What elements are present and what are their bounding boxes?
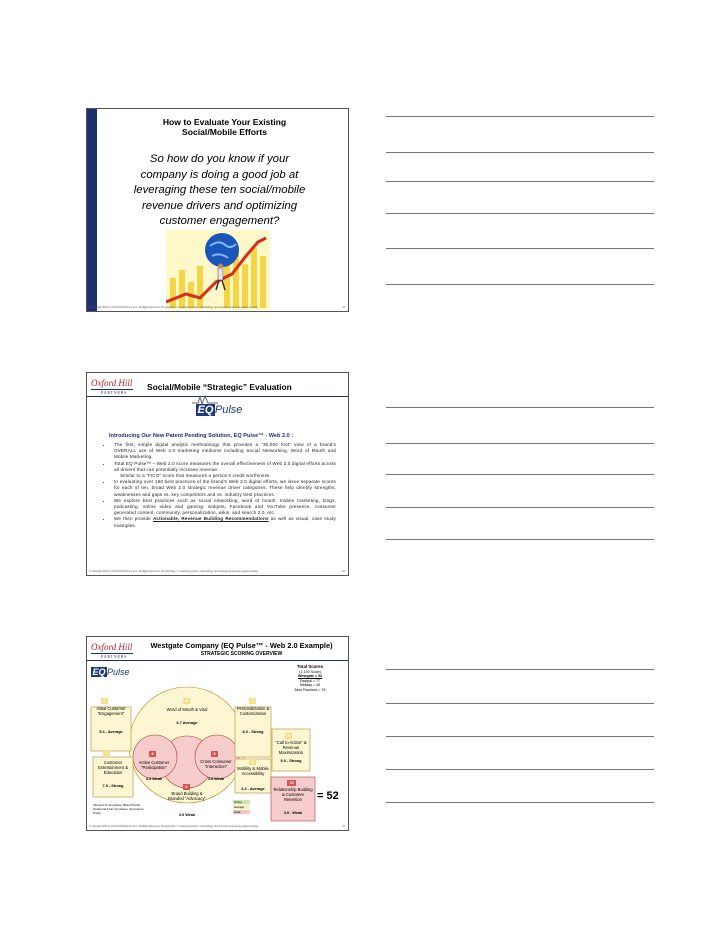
emphasis-text: Actionable, Revenue Building Recommendations [152, 516, 269, 522]
pulse-wordmark: Pulse [214, 404, 243, 416]
arrow-legend [93, 803, 149, 815]
legend-weak-chip: weak [233, 810, 250, 814]
pulse-wordmark: Pulse [107, 667, 130, 677]
copyright-text: © Copyright 2011 by Oxford Hill Partners LLC. All Rights Reserved. The EQ Pulse™ measuring system, methodology, and business process are patent pending. [89, 825, 259, 828]
scores-heading: Total Scores [296, 664, 324, 669]
slide-2 [86, 372, 349, 576]
driver-4-number: 4 [183, 698, 190, 704]
legend-inbound: Inbound To Anywhere (Brand Push) [93, 803, 141, 807]
bullet-text: In evaluating over 160 best practices of the brand’s Web 2.0 digital efforts, we issue separate scores for each of ten, broad Web 2.0 strategic revenue driver categories. These help identify strengths, weaknesses and gaps vs. key competitors and vs. industry best practices. [114, 479, 336, 497]
driver-1-score: 5.4 - Average [99, 730, 123, 734]
driver-7-label [235, 706, 271, 716]
scores-scale: (1-100 Scale) [299, 669, 321, 674]
bullet-text: We explore best practices such as social networking, word of mouth, mobile marketing, blogs, podcasting, online video and gaming, widgets, Facebook and YouTube presence, consumer generated content, community, personalization, wikis, and search 2.0, etc. [114, 497, 336, 516]
driver-3-label [133, 760, 175, 770]
driver-9-score: 9.0 - Strong [280, 759, 302, 763]
question-line: leveraging these ten social/mobile [133, 184, 306, 196]
sub-bullet-text: Similar to a “FICO” score that measures a person’s credit worthiness. [120, 473, 271, 479]
note-line [386, 474, 654, 475]
page-number: 42 [342, 570, 345, 573]
driver-5-label [193, 759, 239, 769]
bullet-list [104, 442, 336, 529]
driver-3-number: 3 [149, 751, 156, 757]
title-line: Social/Mobile Efforts [182, 127, 267, 137]
question-line: So how do you know if your [149, 153, 290, 165]
score-westgate: Westgate = 52 [297, 674, 322, 679]
list-item [112, 479, 336, 498]
note-line [386, 769, 654, 770]
note-line [386, 802, 654, 803]
copyright-text: © Copyright 2011 by Oxford Hill Partners LLC. All Rights Reserved. The EQ Pulse™ measuring system, methodology, and business process are patent pending. [89, 570, 259, 573]
question-line: revenue drivers and optimizing [141, 199, 298, 212]
pulse-wave-icon [192, 395, 218, 405]
logo-tagline: PARTNERS [91, 389, 133, 395]
bullet-text: The first, simple digital analytic methodology that provides a “30,000 foot” view of a brand’s OVERALL use of Web 2.0 marketing mediums including Social Networking, Word of Mouth and Mobile Marketing. [114, 442, 336, 460]
driver-5-score: 3.6 Weak [207, 777, 225, 781]
driver-6-score: 3.9 Weak [178, 813, 196, 817]
eq-badge: EQ [92, 667, 106, 677]
slide-subtitle: STRATEGIC SCORING OVERVIEW [200, 651, 283, 657]
slide-3 [86, 636, 349, 831]
note-line [386, 181, 654, 182]
note-line [386, 539, 654, 540]
note-line [386, 407, 654, 408]
notes-lines-1 [386, 108, 654, 288]
driver-label: “Call to Action” & Revenue Maximization [275, 740, 307, 755]
legend-outbound: Outbound From Anywhere (Consumer Push) [93, 807, 144, 815]
title-line: How to Evaluate Your Existing [162, 117, 287, 127]
eq-pulse-logo [196, 404, 242, 416]
bullet-text: as well as [268, 516, 294, 522]
slide-side-bar [87, 109, 97, 311]
driver-5-number: 5 [211, 751, 218, 757]
note-line [386, 703, 654, 704]
globe-growth-illustration [166, 230, 270, 310]
driver-10-number: 10 [287, 780, 296, 786]
note-line [386, 213, 654, 214]
driver-7-number: 7 [249, 698, 256, 704]
logo-tagline: PARTNERS [91, 653, 133, 659]
bullet-text: visual, case study examples. [114, 516, 336, 528]
driver-2-number: 2 [103, 750, 110, 756]
intro-heading: Introducing Our New Patent Pending Solution, EQ Pulse™ - Web 2.0 : [109, 433, 294, 439]
driver-1-label [95, 706, 127, 716]
note-line [386, 507, 654, 508]
driver-9-number: 9 [285, 733, 292, 739]
note-line [386, 284, 654, 285]
eq-badge: EQ [197, 404, 214, 416]
driver-label: Initial Customer “Engagement” [96, 706, 126, 716]
driver-3-score: 4.3 Weak [145, 777, 163, 781]
driver-8-label [235, 766, 271, 776]
driver-label: Personalization & Customization [236, 706, 270, 716]
eq-pulse-logo [91, 667, 130, 677]
bullet-text: Total EQ Pulse™ – Web 2.0 score measures the overall effectiveness of Web 2.0 digital efforts across all drivers that can potentially increase revenue. [114, 460, 336, 472]
list-item [112, 461, 336, 480]
note-line [386, 248, 654, 249]
driver-10-score: 3.9 - Weak [283, 811, 303, 815]
question-line: customer engagement? [159, 215, 280, 227]
driver-label: Mobility & Mobile Accessibility [237, 766, 269, 776]
driver-label: Relationship Building & Customer Retention [273, 787, 313, 802]
driver-10-label [273, 787, 313, 802]
total-score-equals: = 52 [317, 790, 339, 802]
oxford-hill-logo [91, 379, 133, 395]
list-item [112, 442, 336, 461]
score-eastpal: Eastpal = 77 [299, 678, 321, 683]
driver-6-number: 6 [183, 784, 190, 790]
note-line [386, 443, 654, 444]
driver-label: Word of Mouth & Viral [166, 707, 208, 712]
driver-8-number: 8 [249, 759, 256, 765]
note-line [386, 116, 654, 117]
driver-4-label [165, 707, 209, 712]
slide-1 [86, 108, 349, 312]
driver-label: Customer Entertainment & Education [97, 760, 129, 775]
note-line [386, 736, 654, 737]
score-best-practices: Best Practices = 76 [294, 687, 326, 692]
score-midway: Midway = 45 [299, 683, 321, 688]
driver-9-label [273, 740, 309, 755]
logo-name: Oxford Hill [91, 378, 133, 388]
bullet-text: We then provide [114, 516, 153, 522]
driver-label: Brand Building & Branded “Advocacy” [168, 791, 206, 801]
notes-lines-3 [386, 636, 654, 826]
copyright-footer [89, 570, 345, 573]
copyright-text: © Copyright 2011 by Oxford Hill Partners LLC. All Rights Reserved. The EQ Pulse™ measuring system, methodology, and business process are patent pending. [89, 306, 259, 309]
driver-1-number: 1 [101, 698, 108, 704]
notes-lines-2 [386, 372, 654, 562]
copyright-footer [89, 306, 345, 309]
page-number: 41 [342, 306, 345, 309]
header-rule [87, 660, 348, 661]
driver-2-label [96, 760, 130, 775]
driver-label: Active Customer “Participation” [138, 760, 170, 770]
list-item [112, 498, 336, 517]
driver-8-score: 6.4 - Average [241, 787, 265, 791]
list-item [112, 516, 336, 528]
question-text [113, 152, 326, 230]
driver-4-score: 6.7 Average [176, 721, 198, 725]
slide-title: Westgate Company (EQ Pulse™ - Web 2.0 Example) [150, 641, 333, 650]
question-line: company is doing a good job at [140, 168, 299, 181]
driver-2-score: 7.9 - Strong [102, 784, 124, 788]
page-number: 43 [342, 825, 345, 828]
oxford-hill-logo [91, 643, 133, 659]
logo-name: Oxford Hill [91, 642, 133, 652]
driver-7-score: 8.0 - Strong [242, 730, 264, 734]
legend-average-chip: average [233, 805, 250, 809]
slide-title [107, 117, 342, 137]
legend-strong-chip: strong [233, 800, 250, 804]
note-line [386, 669, 654, 670]
slide-title: Social/Mobile “Strategic” Evaluation [147, 382, 292, 392]
driver-6-label [167, 791, 207, 801]
driver-label: Cross Consumer “Interaction” [200, 759, 232, 769]
copyright-footer [89, 825, 345, 828]
note-line [386, 152, 654, 153]
